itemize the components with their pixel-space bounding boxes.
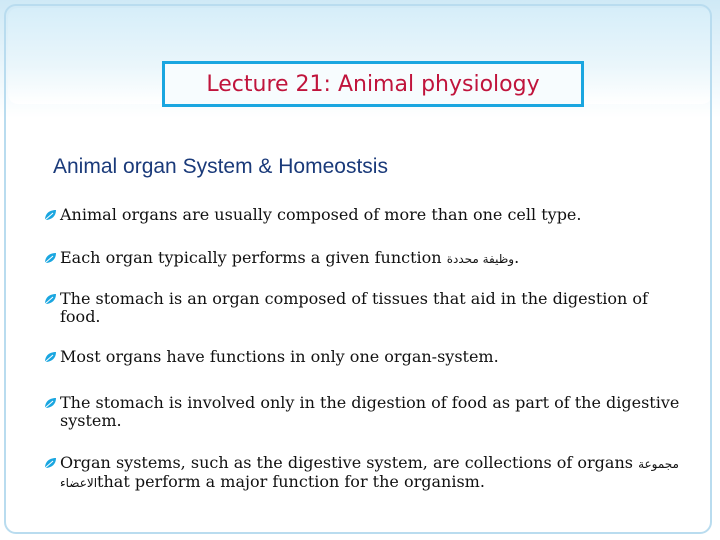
slide-subtitle: Animal organ System & Homeostsis [53,155,388,178]
bullet-text: Animal organs are usually composed of more than one cell type. [60,205,582,224]
bullet-text: The stomach is an organ composed of tissues that aid in the digestion of food. [60,289,648,326]
bullet-text: Each organ typically performs a given function [60,248,442,267]
bullet-item-6 [42,454,682,492]
bullet-text: The stomach is involved only in the digestion of food as part of the digestive system. [60,393,680,430]
bullet-text: Most organs have functions in only one organ-system. [60,347,499,366]
bullet-tail: . [514,248,520,267]
bullet-item-3 [42,290,682,326]
leaf-bullet-icon [42,455,58,471]
slide-title: Lecture 21: Animal physiology [165,64,581,104]
bullet-item-2 [42,249,682,268]
leaf-bullet-icon [42,207,58,223]
leaf-bullet-icon [42,291,58,307]
bullet-item-5 [42,394,682,430]
bullet-item-1 [42,206,682,224]
bullet-text: Organ systems, such as the digestive system, are collections of organs [60,453,633,472]
bullet-item-4 [42,348,682,366]
title-box [162,61,584,107]
arabic-gloss: وظيفة محددة [446,252,515,266]
bullet-tail: that perform a major function for the organism. [97,472,485,491]
leaf-bullet-icon [42,395,58,411]
leaf-bullet-icon [42,349,58,365]
leaf-bullet-icon [42,250,58,266]
arabic-gloss: مجموعة الاعضاء [60,457,679,490]
